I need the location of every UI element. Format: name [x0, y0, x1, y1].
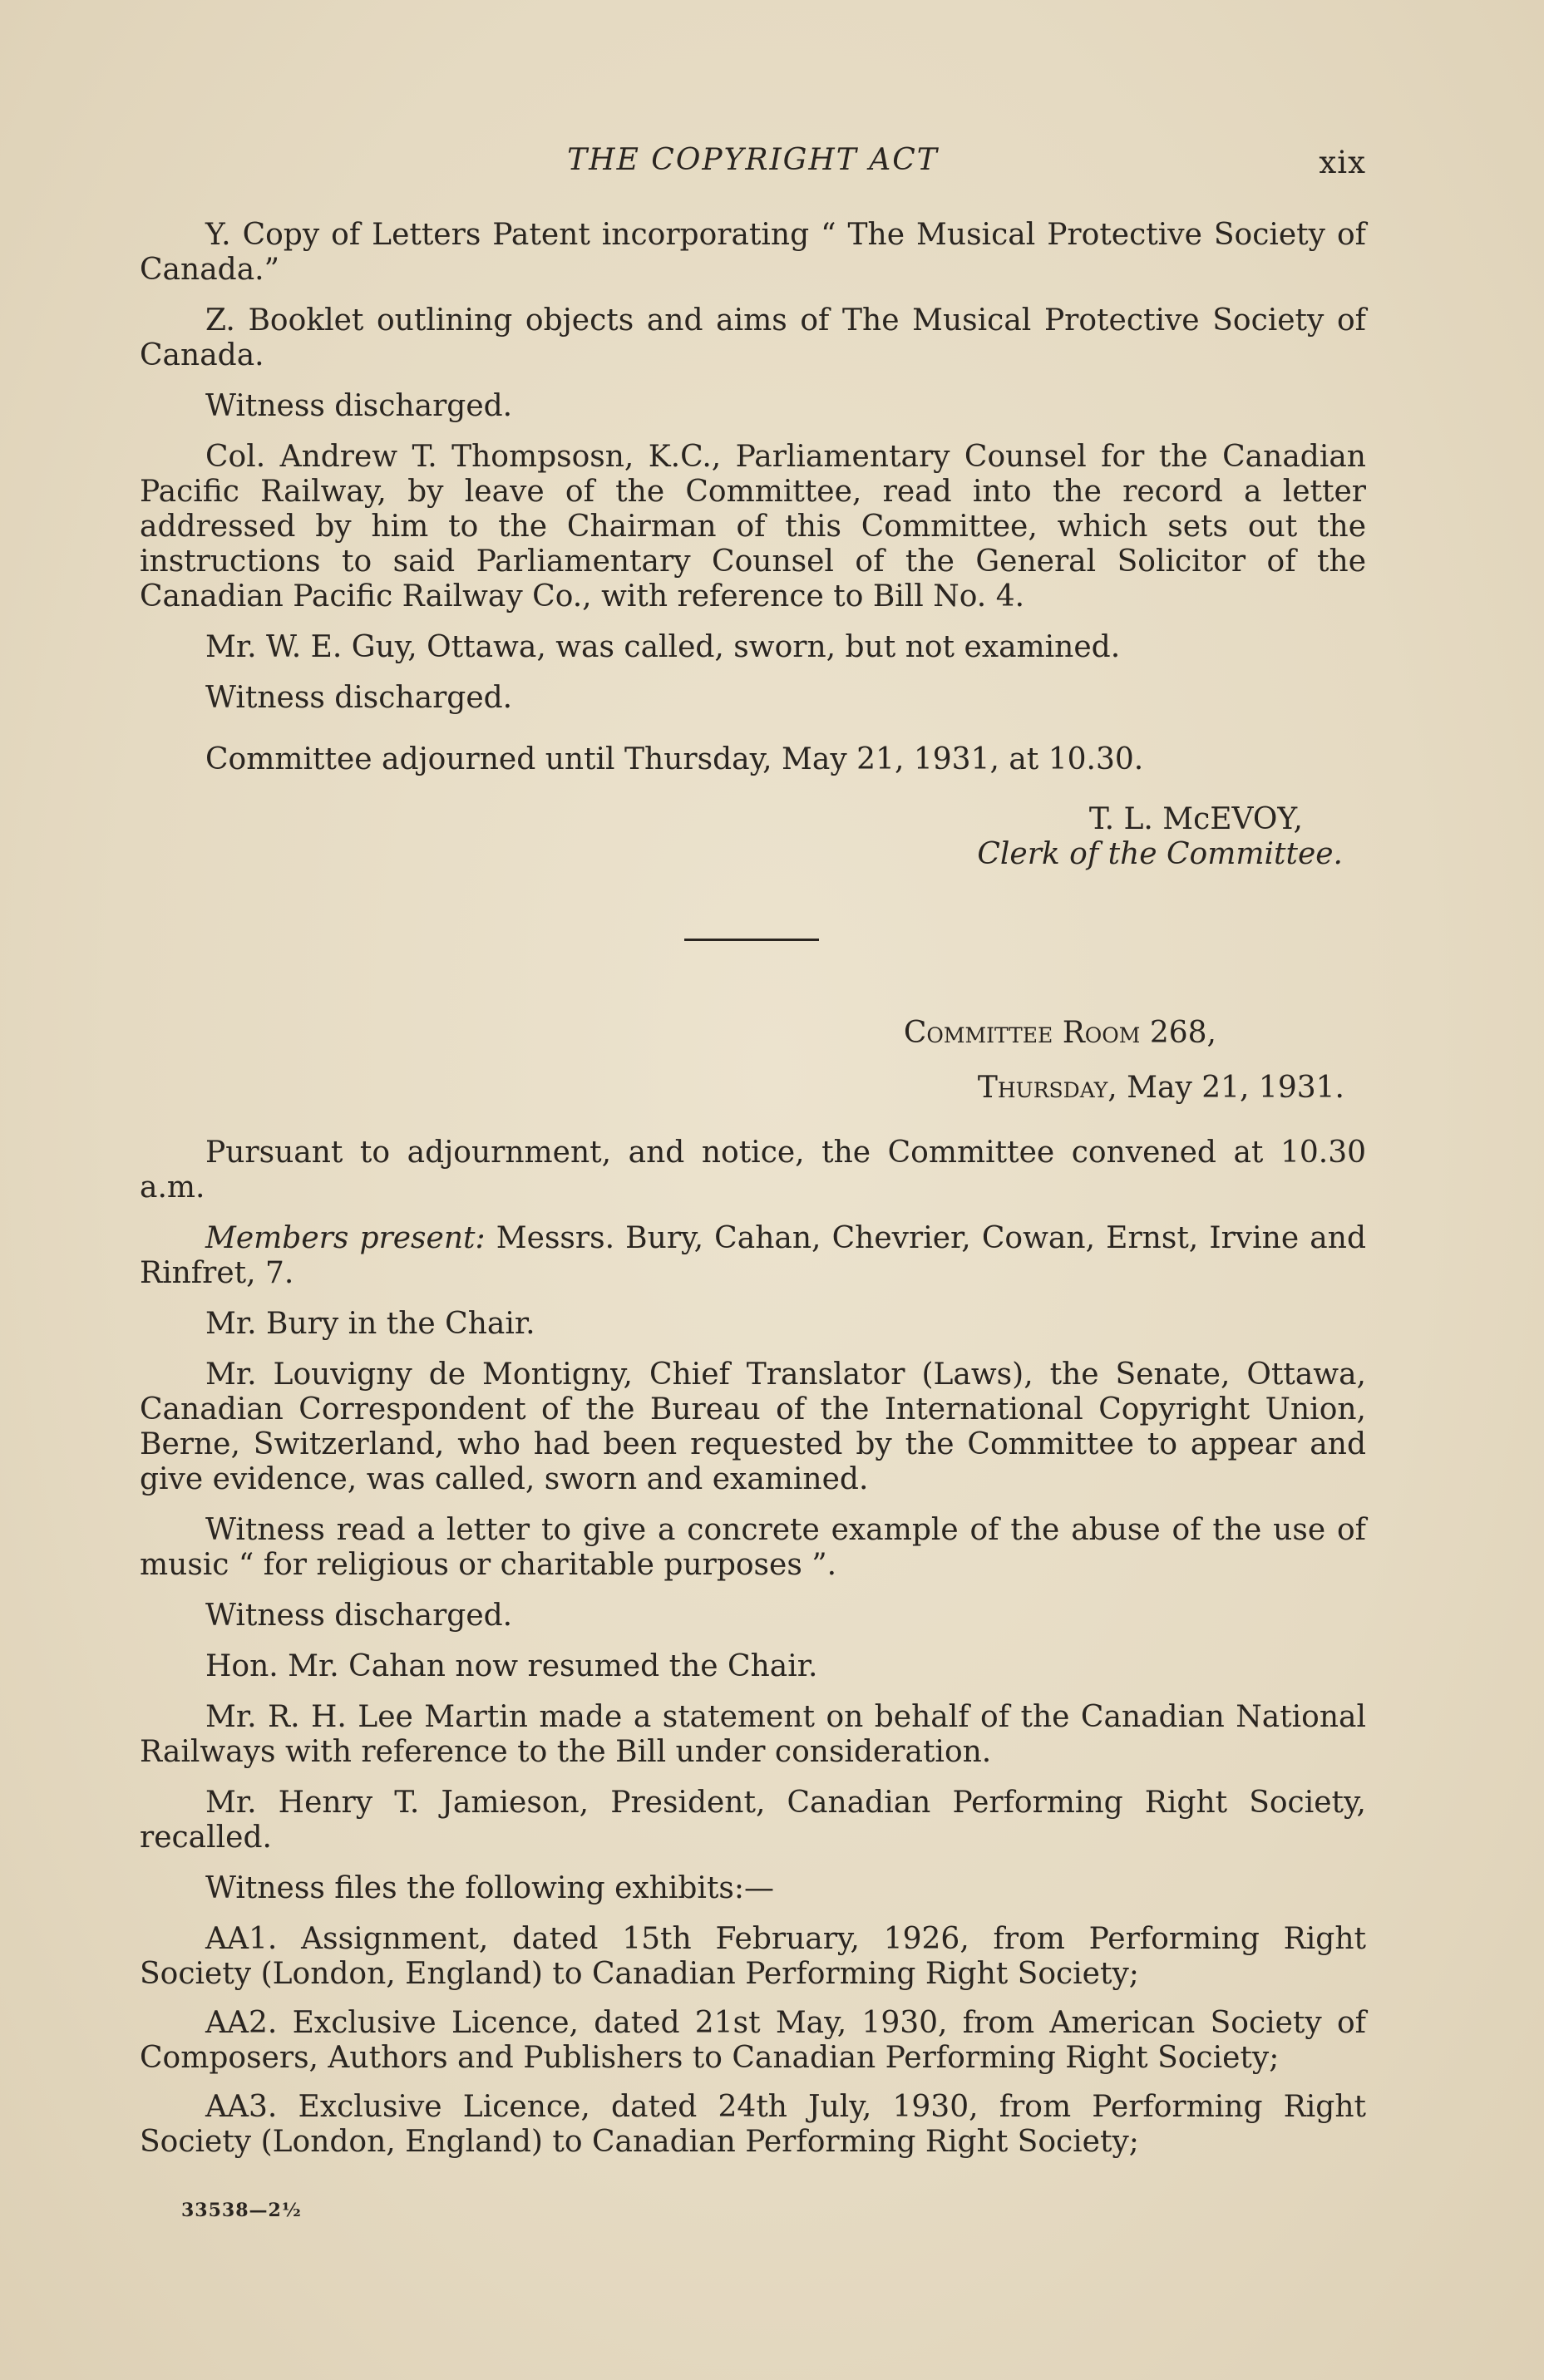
meeting-date-heading: [140, 1071, 1366, 1106]
jamieson-paragraph: Mr. Henry T. Jamieson, President, Canadian Performing Right Society, recalled.: [140, 1786, 1366, 1855]
witness-discharged: Witness discharged.: [205, 1599, 513, 1633]
members-present-paragraph: [140, 1221, 1366, 1291]
exhibit-z: Z. Booklet outlining objects and aims of The Musical Protective Society of Canada.: [140, 303, 1366, 372]
body-text: [140, 218, 1366, 2174]
cahan-chair-paragraph: Hon. Mr. Cahan now resumed the Chair.: [205, 1649, 818, 1683]
running-title: THE COPYRIGHT ACT: [567, 143, 939, 177]
committee-room-heading: Committee Room 268,: [903, 1016, 1216, 1050]
members-present-label: Members present:: [205, 1221, 486, 1255]
lee-martin-paragraph: Mr. R. H. Lee Martin made a statement on behalf of the Canadian National Railways with reference to the Bill under consideration.: [140, 1700, 1366, 1769]
exhibit-aa2: AA2. Exclusive Licence, dated 21st May, 1930, from American Society of Composers, Authors and Publishers to Canadian Performing Right Society;: [140, 2006, 1366, 2075]
clerk-role: Clerk of the Committee.: [977, 837, 1343, 871]
members-present-list: Messrs. Bury, Cahan, Chevrier, Cowan, Ernst, Irvine and Rinfret, 7.: [140, 1221, 1367, 1290]
exhibit-y: Y. Copy of Letters Patent incorporating “ The Musical Protective Society of Canada.”: [140, 218, 1366, 287]
exhibits-intro: Witness files the following exhibits:—: [205, 1871, 775, 1905]
montigny-paragraph: Mr. Louvigny de Montigny, Chief Translator (Laws), the Senate, Ottawa, Canadian Correspondent of the Bureau of the International Copyright Union, Berne, Switzerland, who had been requested by the Committee to appear and give evidence, was called, sworn and examined.: [140, 1358, 1366, 1496]
meeting-day: Thursday,: [977, 1071, 1117, 1105]
section-divider: [684, 939, 819, 941]
page-number: xix: [1319, 145, 1366, 180]
guy-paragraph: Mr. W. E. Guy, Ottawa, was called, sworn, but not examined.: [205, 630, 1121, 664]
chair-paragraph: Mr. Bury in the Chair.: [205, 1307, 535, 1341]
page-header: [140, 143, 1366, 193]
witness-discharged: Witness discharged.: [205, 681, 513, 715]
letter-paragraph: Witness read a letter to give a concrete example of the abuse of the use of music “ for religious or charitable purposes ”.: [140, 1513, 1366, 1582]
convened-paragraph: Pursuant to adjournment, and notice, the Committee convened at 10.30 a.m.: [140, 1136, 1366, 1205]
thompson-paragraph: Col. Andrew T. Thompsosn, K.C., Parliamentary Counsel for the Canadian Pacific Railway, by leave of the Committee, read into the record a letter addressed by him to the Chairman of this Committee, which sets out the instructions to said Parliamentary Counsel of the General Solicitor of the Canadian Pacific Railway Co., with reference to Bill No. 4.: [140, 440, 1366, 613]
exhibit-aa1: AA1. Assignment, dated 15th February, 1926, from Performing Right Society (London, England) to Canadian Performing Right Society;: [140, 1922, 1366, 1991]
clerk-signature: [140, 802, 1366, 872]
meeting-date: May 21, 1931.: [1117, 1071, 1344, 1105]
clerk-name: T. L. McEVOY,: [1088, 802, 1303, 836]
witness-discharged: Witness discharged.: [205, 389, 513, 423]
print-code: 33538—2½: [181, 2200, 302, 2221]
adjournment-paragraph: Committee adjourned until Thursday, May 21, 1931, at 10.30.: [205, 742, 1144, 776]
exhibit-aa3: AA3. Exclusive Licence, dated 24th July, 1930, from Performing Right Society (London, England) to Canadian Performing Right Society;: [140, 2090, 1366, 2159]
